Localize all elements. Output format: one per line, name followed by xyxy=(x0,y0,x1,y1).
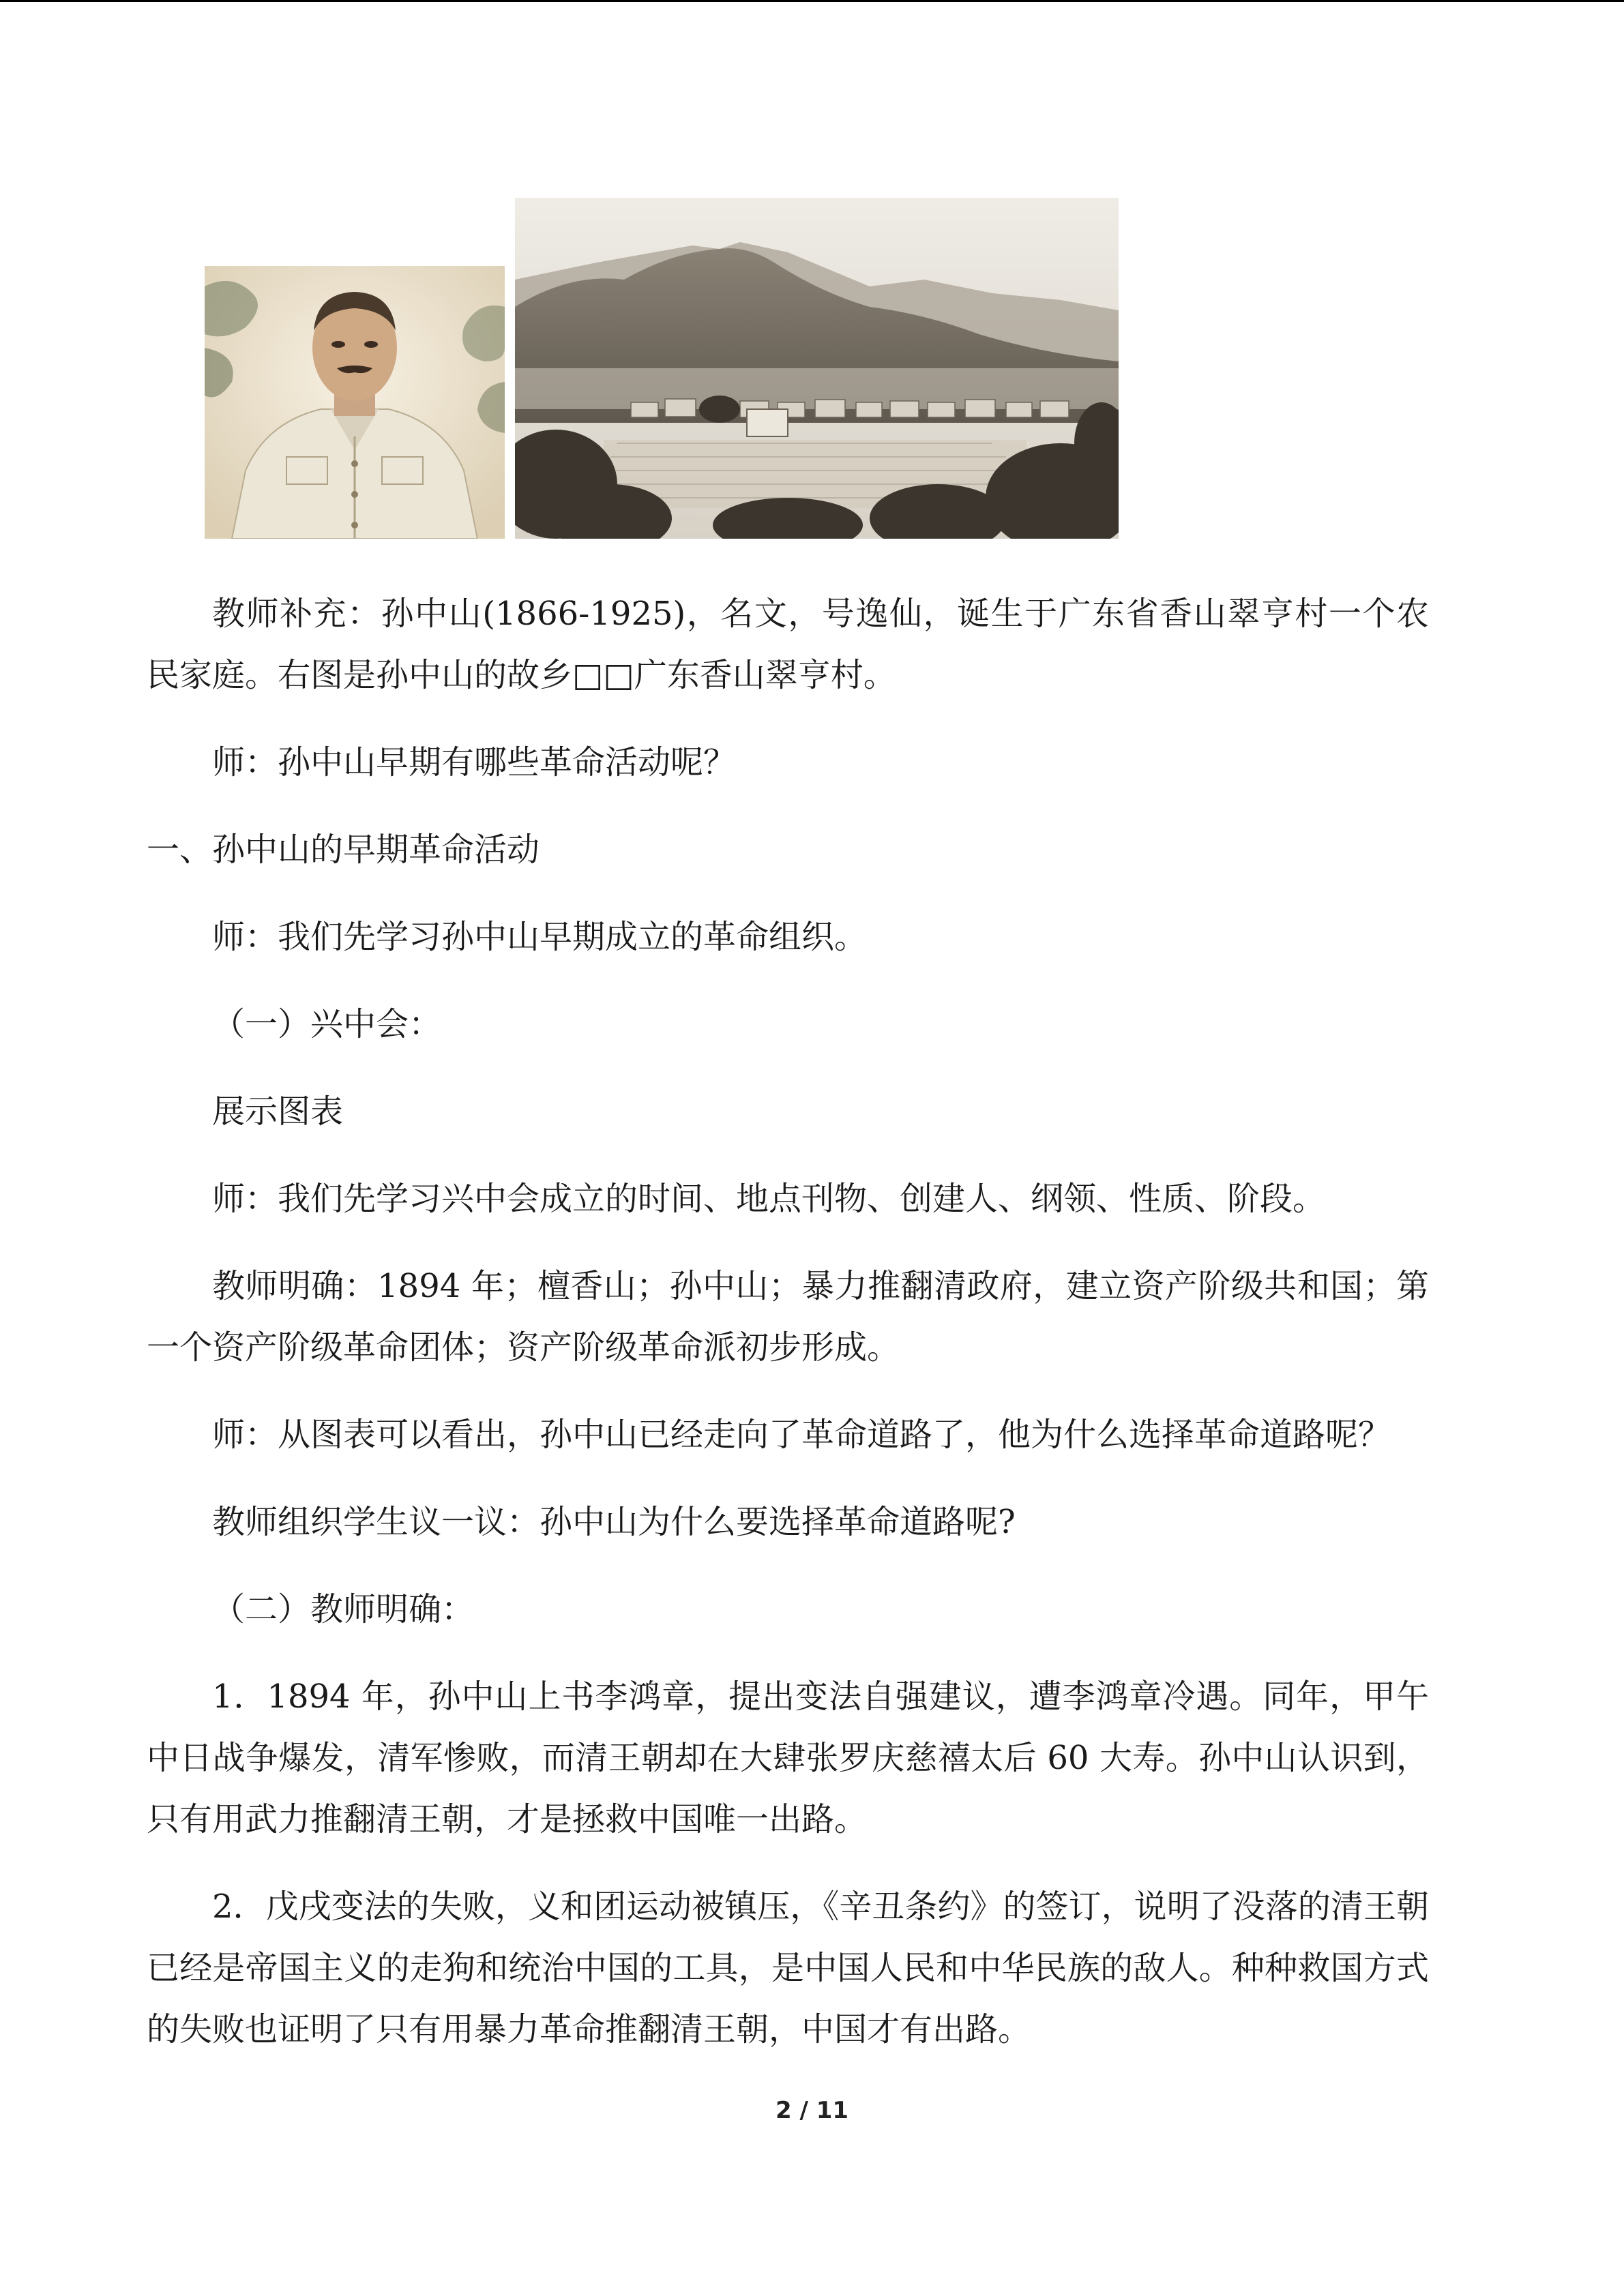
paragraph-show-chart: 展示图表 xyxy=(212,1092,344,1131)
document-body xyxy=(147,583,1429,2086)
figure-photos xyxy=(205,198,1119,542)
paragraph-point-2: 2．戊戌变法的失败，义和团运动被镇压，《辛丑条约》的签订，说明了没落的清王朝已经是帝国主义的走狗和统治中国的工具，是中国人民和中华民族的敌人。种种救国方式的失败也证明了只有用暴力革命推翻清王朝，中国才有出路。 xyxy=(147,1888,1429,2048)
section-heading-early-revolution: 一、孙中山的早期革命活动 xyxy=(147,831,540,869)
paragraph-teacher-clarify-facts: 教师明确：1894 年；檀香山；孙中山；暴力推翻清政府，建立资产阶级共和国；第一个资产阶级革命团体；资产阶级革命派初步形成。 xyxy=(147,1267,1429,1367)
paragraph-learning-points: 师：我们先学习兴中会成立的时间、地点刊物、创建人、纲领、性质、阶段。 xyxy=(212,1180,1326,1218)
subheading-xingzhonghui: （一）兴中会： xyxy=(212,1005,442,1043)
paragraph-teacher-supplement: 教师补充：孙中山(1866-1925)，名文，号逸仙，诞生于广东省香山翠亨村一个农民家庭。右图是孙中山的故乡□□广东香山翠亨村。 xyxy=(147,595,1429,694)
top-border-line xyxy=(0,0,1624,2)
page-number: 2 / 11 xyxy=(775,2097,849,2124)
paragraph-question-early-activities: 师：孙中山早期有哪些革命活动呢？ xyxy=(212,743,737,781)
paragraph-organizations-intro: 师：我们先学习孙中山早期成立的革命组织。 xyxy=(212,918,868,956)
cuiheng-village-landscape-image xyxy=(515,198,1119,539)
paragraph-discussion-prompt: 教师组织学生议一议：孙中山为什么要选择革命道路呢? xyxy=(212,1503,1016,1541)
paragraph-why-revolution-question: 师：从图表可以看出，孙中山已经走向了革命道路了，他为什么选择革命道路呢？ xyxy=(212,1416,1391,1454)
subheading-teacher-clarify: （二）教师明确： xyxy=(212,1590,475,1628)
sun-yat-sen-portrait-image xyxy=(205,266,505,539)
paragraph-point-1: 1．1894 年，孙中山上书李鸿章，提出变法自强建议，遭李鸿章冷遇。同年，甲午中日战争爆发，清军惨败，而清王朝却在大肆张罗庆慈禧太后 60 大寿。孙中山认识到，只有用武力推翻清王朝，才是拯救中国唯一出路。 xyxy=(147,1678,1429,1838)
